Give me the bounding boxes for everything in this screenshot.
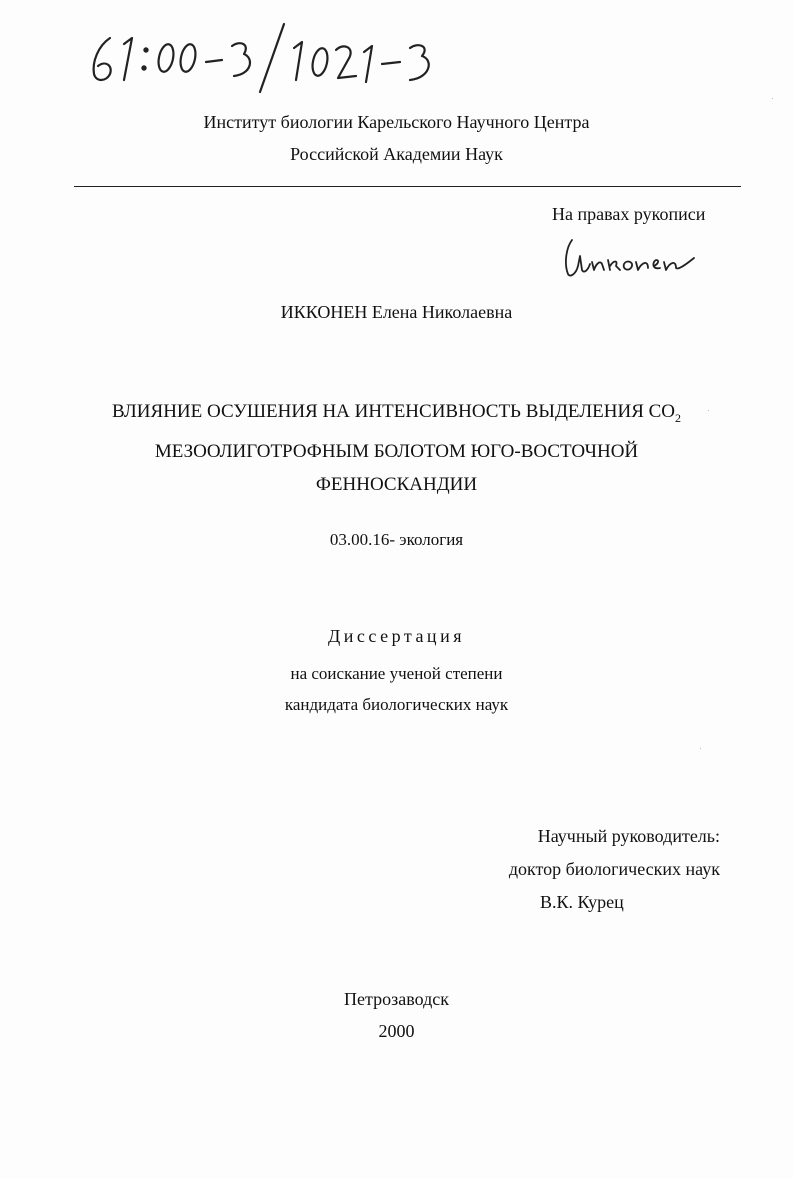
title-line-3: ФЕННОСКАНДИИ	[315, 473, 478, 495]
institute-name	[0, 106, 793, 170]
author-signature	[560, 234, 700, 280]
supervisor-degree: доктор биологических наук	[508, 859, 720, 879]
year: 2000	[378, 1021, 415, 1041]
city: Петрозаводск	[344, 989, 449, 1009]
header-divider	[74, 186, 741, 187]
handwritten-archive-code	[88, 18, 488, 96]
degree-sought	[0, 658, 793, 720]
institute-line-1: Институт биологии Карельского Научного Центра	[203, 112, 590, 132]
supervisor-block	[490, 820, 720, 919]
thesis-kind: Диссертация	[328, 626, 465, 646]
manuscript-rights: На правах рукописи	[552, 204, 706, 224]
title-line-1-text: ВЛИЯНИЕ ОСУШЕНИЯ НА ИНТЕНСИВНОСТЬ ВЫДЕЛЕНИЯ СО	[111, 401, 676, 422]
dissertation-title	[0, 395, 793, 501]
supervisor-label: Научный руководитель:	[537, 826, 720, 846]
place-and-year	[0, 983, 793, 1047]
title-line-2: МЕЗООЛИГОТРОФНЫМ БОЛОТОМ ЮГО-ВОСТОЧНОЙ	[154, 440, 639, 462]
degree-line-1: на соискание ученой степени	[290, 664, 503, 683]
degree-line-2: кандидата биологических наук	[284, 695, 509, 714]
speciality-code: 03.00.16- экология	[329, 530, 464, 549]
supervisor-name: В.К. Курец	[540, 892, 624, 912]
scan-speck	[700, 748, 701, 749]
title-line-1	[0, 395, 793, 435]
scan-speck	[708, 410, 709, 411]
institute-line-2: Российской Академии Наук	[290, 144, 503, 164]
author-name: ИККОНЕН Елена Николаевна	[280, 302, 513, 322]
scan-speck	[772, 98, 773, 99]
co2-subscript: 2	[675, 410, 682, 425]
